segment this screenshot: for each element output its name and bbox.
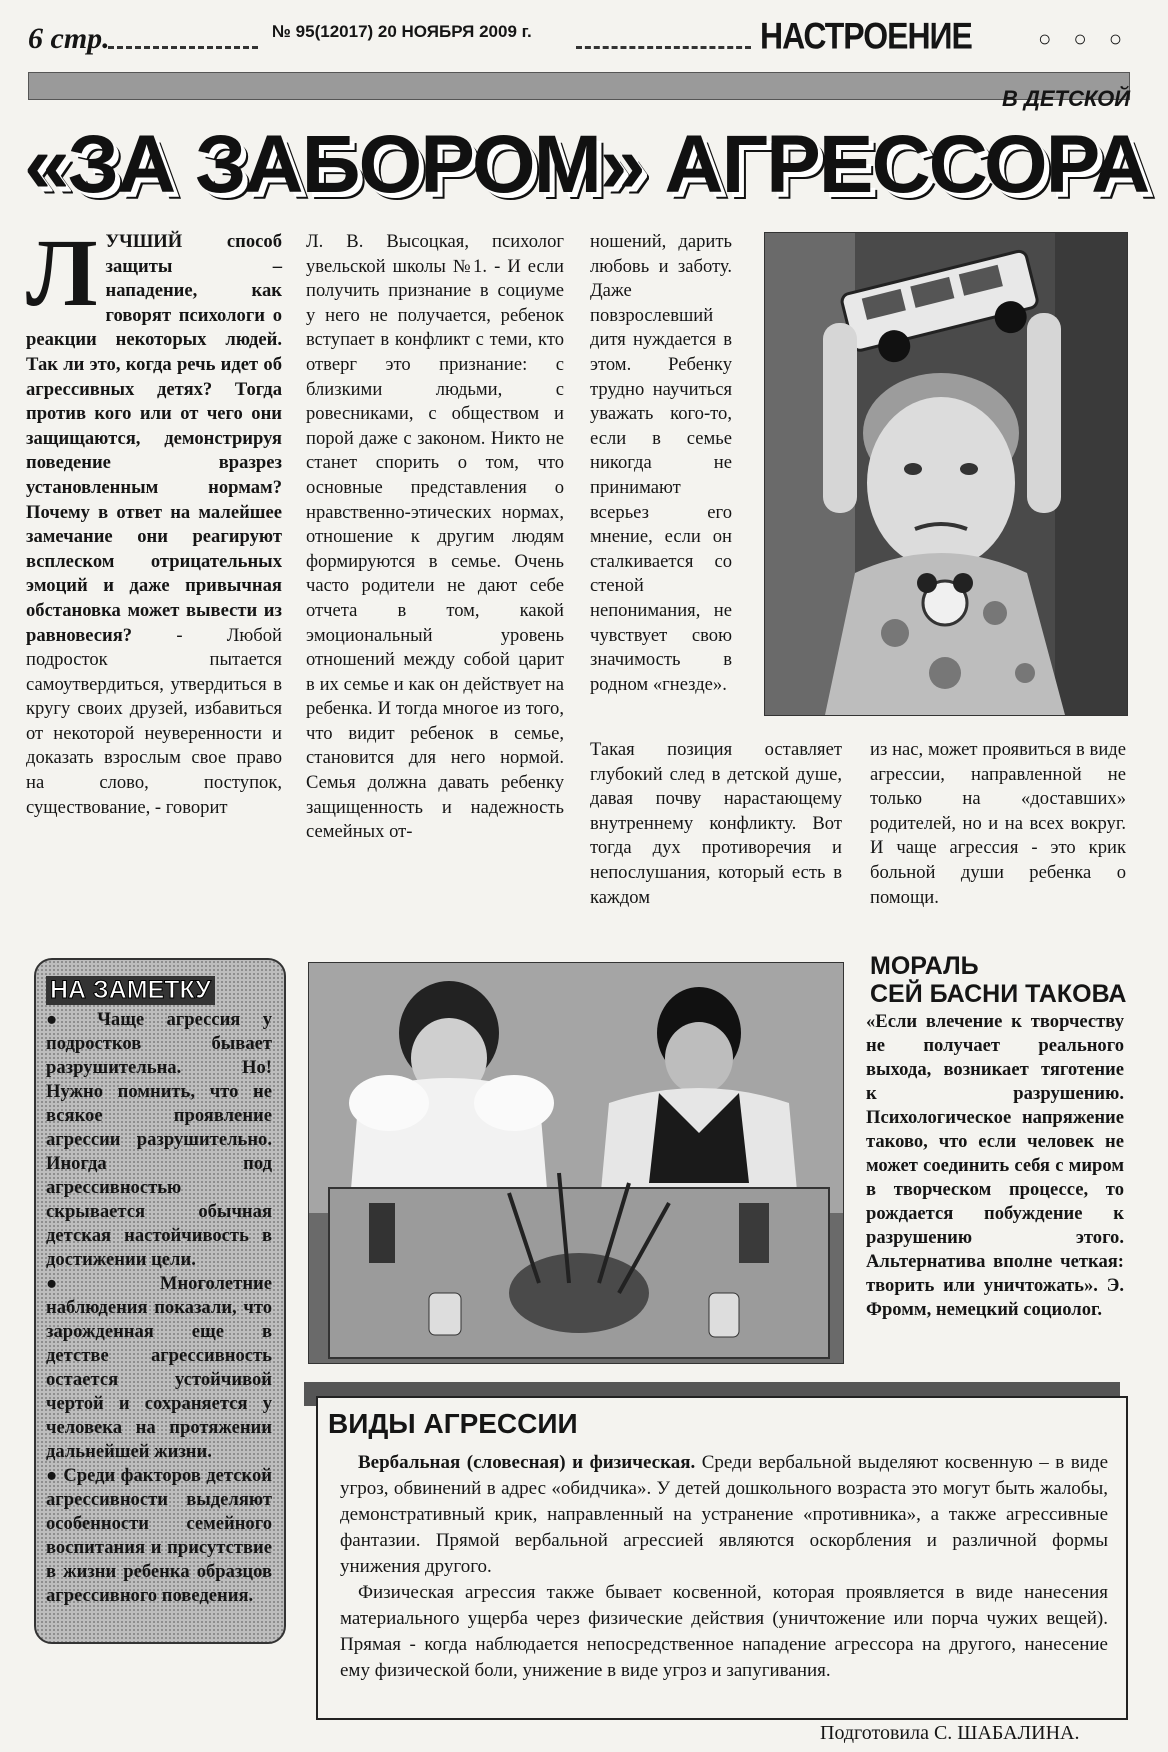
types-paragraph-1 (340, 1450, 1108, 1580)
types-paragraph-1-lead: Вербальная (словесная) и физическая. (358, 1452, 696, 1473)
section-dots: ○ ○ ○ (1038, 26, 1131, 51)
lead-paragraph: УЧШИЙ способ защиты – нападение, как говорят психологи о реакции некоторых людей. Так ли это, когда речь идет об агрессивных детях? Тогда против кого или от чего они защищаются, демонстрируя поведение вразрез установленным нормам? Почему в ответ на малейшее замечание они реагируют всплеском отрицательных эмоций и даже привычная обстановка может вывести из равновесия? (26, 231, 282, 646)
article-column-2: Л. В. Высоцкая, психолог увельской школы №1. - И если получить признание в социуме у него не получается, ребенок вступает в конфликт с теми, кто отверг это признание: с близкими людьми, с ровесниками, с обществом и порой даже с законом. Никто не станет спорить о том, что основные представления о нравственно-этических нормах, отношение к другим людям формируются в семье. Очень часто родители не дают себе отчета в том, какой эмоциональный уровень отношений между собой царит в их семье и как он действует на ребенка. И тогда многое из того, что видит ребенок в семье, становится для него нормой. Семья должна давать ребенку защищенность и надежность семейных от- (306, 231, 564, 843)
moral-title (870, 952, 1126, 1008)
note-item: ● Среди факторов детской агрессивности выделяют особенности семейного воспитания и присутствие в жизни ребенка образцов агрессивного поведения. (46, 1465, 272, 1606)
note-item: ● Чаще агрессия у подростков бывает разрушительна. Но! Нужно помнить, что не всякое проявление агрессии разрушительно. Иногда под агрессивностью скрывается обычная детская настойчивость в достижении цели. (46, 1009, 272, 1270)
note-item: ● Многолетние наблюдения показали, что зарожденная еще в детстве агрессивность остается устойчивой чертой и сохраняется у человека на протяжении дальнейшей жизни. (46, 1273, 272, 1462)
types-paragraph-1-text: Среди вербальной выделяют косвенную – в виде угроз, обвинений в адрес «обидчика». У детей дошкольного возраста это могут быть жалобы, демонстративный крик, направленный на устранение «противника», а также агрессивные фантазии. Прямой вербальной агрессией являются оскорбления и различной формы унижения другого. (340, 1452, 1108, 1577)
header-band (28, 72, 1130, 100)
drop-cap: Л (26, 219, 98, 326)
types-title: ВИДЫ АГРЕССИИ (328, 1408, 578, 1439)
photo-boy-with-toy-car (764, 232, 1128, 716)
body-paragraph: - Любой подросток пытается самоутвердиться, утвердиться в кругу своих друзей, избавиться от некоторой неуверенности и доказать взрослым свое право на слово, поступок, существование, - говорит (26, 624, 282, 818)
article-column-3: ношений, дарить любовь и заботу. Даже повзрослевший дитя нуждается в этом. Ребенку трудно научиться уважать кого-то, если в семье никогда не принимают всерьез его мнение, если он сталкивается со стеной непонимания, не чувствует свою значимость в родном «гнезде». (590, 231, 732, 695)
issue-info: № 95(12017) 20 НОЯБРЯ 2009 г. (272, 22, 532, 41)
types-paragraph-2: Физическая агрессия также бывает косвенной, которая проявляется в виде нанесения материального ущерба через физические действия (уничтожение или порча чужих вещей). Прямая - когда наблюдается непосредственное нападение агрессора на другого, нанесение ему физической боли, унижение в виде угроз и запугивания. (340, 1582, 1108, 1681)
photo-children-illustration (309, 963, 843, 1363)
moral-title-line-1: МОРАЛЬ (870, 952, 979, 980)
article-column-3-continued: Такая позиция оставляет глубокий след в детской душе, давая почву нарастающему внутреннему конфликту. Вот тогда дух противоречия и непослушания, который есть в каждом (590, 739, 842, 908)
moral-title-line-2: СЕЙ БАСНИ ТАКОВА (870, 980, 1127, 1008)
note-title: НА ЗАМЕТКУ (46, 976, 215, 1005)
photo-boy-illustration (765, 233, 1127, 715)
byline: Подготовила С. ШАБАЛИНА. (820, 1722, 1080, 1744)
article-column-1 (26, 219, 282, 820)
article-column-4: из нас, может проявиться в виде агрессии, направленной не только на «доставших» родителей, но и на всех вокруг. И чаще агрессия - это крик больной души ребенка о помощи. (870, 739, 1126, 908)
note-text (46, 1008, 272, 1608)
kicker: В ДЕТСКОЙ (1002, 86, 1131, 111)
header-rule-right (576, 46, 751, 49)
photo-children-at-table (308, 962, 844, 1364)
header-rule-left (108, 46, 258, 49)
moral-quote: «Если влечение к творчеству не получает реального выхода, возникает тяготение к разрушению. Психологическое напряжение таково, что если человек не может соединить себя с миром в творческом процессе, то рождается побуждение к разрушению этого. Альтернатива вполне четкая: творить или уничтожать». Э. Фромм, немецкий социолог. (866, 1011, 1124, 1320)
headline: «ЗА ЗАБОРОМ» АГРЕССОРА (24, 119, 1149, 210)
types-text (340, 1450, 1108, 1684)
section-title: НАСТРОЕНИЕ (760, 15, 972, 57)
page-number: 6 стр. (28, 22, 110, 55)
